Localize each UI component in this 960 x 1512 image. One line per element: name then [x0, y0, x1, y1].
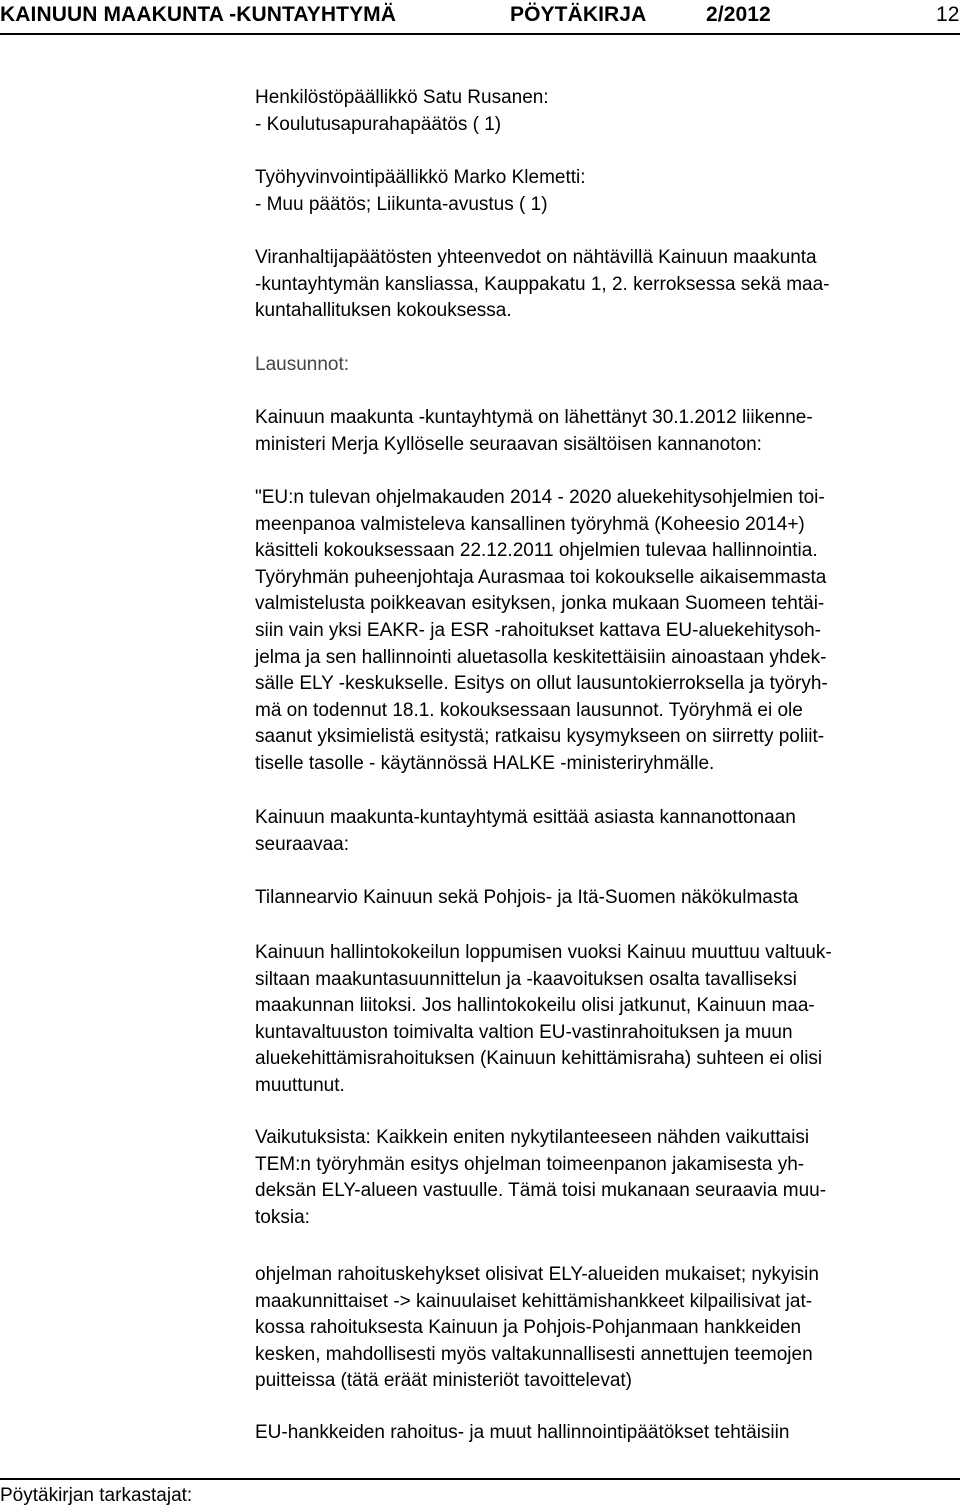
text-line: Vaikutuksista: Kaikkein eniten nykytilanteeseen nähden vaikuttaisi	[255, 1127, 810, 1148]
text-line: deksän ELY-alueen vastuulle. Tämä toisi mukanaan seuraavia muu-	[255, 1180, 827, 1202]
text-line: -kuntayhtymän kansliassa, Kauppakatu 1, 2. kerroksessa sekä maa-	[255, 273, 830, 295]
text-line: kuntavaltuuston toimivalta valtion EU-vastinrahoituksen ja muun	[255, 1021, 793, 1043]
paragraph	[255, 940, 832, 1100]
text-line: - Koulutusapurahapäätös ( 1)	[255, 113, 502, 135]
text-line: Tilannearvio Kainuun sekä Pohjois- ja Itä-Suomen näkökulmasta	[255, 887, 799, 908]
text-line: Lausunnot:	[255, 354, 350, 375]
text-line: kuntahallituksen kokouksessa.	[255, 300, 512, 322]
text-line: toksia:	[255, 1206, 310, 1228]
text-line: TEM:n työryhmän esitys ohjelman toimeenpanon jakamisesta yh-	[255, 1153, 805, 1175]
text-line: Kainuun maakunta -kuntayhtymä on lähettänyt 30.1.2012 liikenne-	[255, 407, 813, 428]
paragraph	[255, 405, 813, 458]
text-line: - Muu päätös; Liikunta-avustus ( 1)	[255, 193, 548, 215]
text-line: valmistelusta poikkeavan esityksen, jonka mukaan Suomeen tehtäi-	[255, 593, 825, 615]
text-line: Työhyvinvointipäällikkö Marko Klemetti:	[255, 167, 586, 188]
text-line: Kainuun hallintokokeilun loppumisen vuoksi Kainuu muuttuu valtuuk-	[255, 942, 832, 963]
paragraph	[255, 1262, 819, 1395]
text-line: ministeri Merja Kyllöselle seuraavan sisältöisen kannanoton:	[255, 433, 762, 455]
text-line: siin vain yksi EAKR- ja ESR -rahoitukset kattava EU-aluekehitysoh-	[255, 619, 822, 641]
page-number: 12	[936, 3, 960, 26]
paragraph	[255, 1125, 826, 1231]
paragraph	[255, 245, 830, 325]
text-line: mä on todennut 18.1. kokouksessaan lausunnot. Työryhmä ei ole	[255, 699, 803, 721]
text-line: kossa rahoituksesta Kainuun ja Pohjois-Pohjanmaan hankkeiden	[255, 1317, 802, 1339]
text-line: saanut yksimielistä esitystä; ratkaisu kysymykseen on siirretty poliit-	[255, 726, 825, 748]
footer-inspectors-label: Pöytäkirjan tarkastajat:	[0, 1485, 193, 1506]
text-line: sälle ELY -keskukselle. Esitys on ollut lausuntokierroksella ja työryh-	[255, 673, 828, 695]
paragraph	[255, 1420, 789, 1447]
paragraph	[255, 885, 798, 912]
organization-name: KAINUUN MAAKUNTA -KUNTAYHTYMÄ	[0, 3, 397, 26]
header-rule	[0, 33, 960, 35]
text-line: Henkilöstöpäällikkö Satu Rusanen:	[255, 87, 549, 108]
text-line: tiselle tasolle - käytännössä HALKE -ministeriryhmälle.	[255, 752, 715, 774]
text-line: "EU:n tulevan ohjelmakauden 2014 - 2020 aluekehitysohjelmien toi-	[255, 487, 825, 508]
text-line: EU-hankkeiden rahoitus- ja muut hallinnointipäätökset tehtäisiin	[255, 1422, 790, 1443]
text-line: puitteissa (tätä eräät ministeriöt tavoittelevat)	[255, 1370, 633, 1392]
text-line: maakunnan liitoksi. Jos hallintokokeilu olisi jatkunut, Kainuun maa-	[255, 995, 815, 1017]
text-line: käsitteli kokouksessaan 22.12.2011 ohjelmien tulevaa hallinnointia.	[255, 540, 818, 562]
paragraph	[255, 165, 586, 218]
text-line: Työryhmän puheenjohtaja Aurasmaa toi kokoukselle aikaisemmasta	[255, 566, 827, 588]
text-line: aluekehittämisrahoituksen (Kainuun kehittämisraha) suhteen ei olisi	[255, 1048, 823, 1070]
text-line: Viranhaltijapäätösten yhteenvedot on nähtävillä Kainuun maakunta	[255, 247, 817, 268]
text-line: maakunnittaiset -> kainuulaiset kehittämishankkeet kilpailisivat jat-	[255, 1290, 813, 1312]
text-line: Kainuun maakunta-kuntayhtymä esittää asiasta kannanottonaan	[255, 807, 796, 828]
document-number: 2/2012	[706, 3, 771, 26]
text-line: seuraavaa:	[255, 833, 350, 855]
text-line: kesken, mahdollisesti myös valtakunnallisesti annettujen teemojen	[255, 1343, 813, 1365]
paragraph	[255, 485, 828, 778]
text-line: muuttunut.	[255, 1074, 345, 1096]
paragraph	[255, 352, 349, 379]
text-line: jelma ja sen hallinnointi aluetasolla keskitettäisiin ainoastaan yhdek-	[255, 646, 827, 668]
paragraph	[255, 85, 549, 138]
text-line: ohjelman rahoituskehykset olisivat ELY-alueiden mukaiset; nykyisin	[255, 1264, 819, 1285]
document-type: PÖYTÄKIRJA	[510, 3, 647, 26]
footer-rule	[0, 1478, 960, 1480]
text-line: siltaan maakuntasuunnittelun ja -kaavoituksen osalta tavalliseksi	[255, 968, 797, 990]
text-line: meenpanoa valmisteleva kansallinen työryhmä (Koheesio 2014+)	[255, 513, 805, 535]
paragraph	[255, 805, 796, 858]
page-header	[0, 0, 960, 30]
